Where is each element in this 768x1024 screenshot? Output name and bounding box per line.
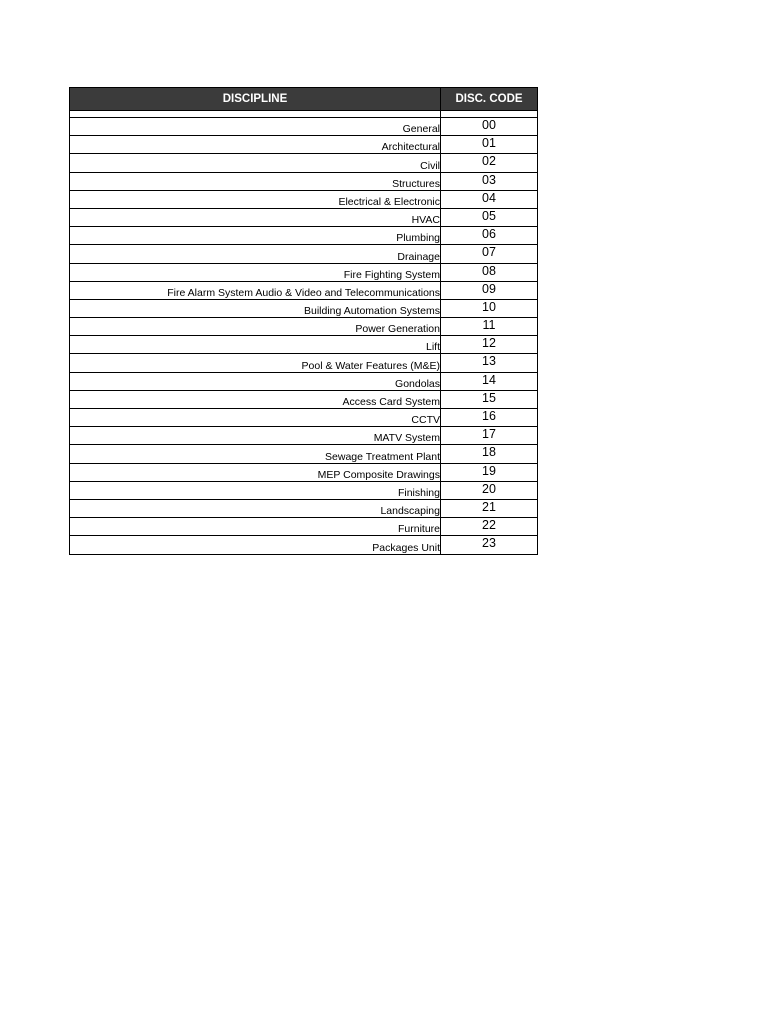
disc-code-cell: 13 (441, 354, 538, 372)
disc-code-cell: 03 (441, 172, 538, 190)
discipline-cell: Furniture (70, 518, 441, 536)
table-row (70, 518, 538, 536)
discipline-cell: Access Card System (70, 390, 441, 408)
spreadsheet-page (69, 87, 537, 555)
table-row (70, 481, 538, 499)
table-row (70, 227, 538, 245)
discipline-cell: Building Automation Systems (70, 299, 441, 317)
disc-code-cell: 22 (441, 518, 538, 536)
discipline-cell: Sewage Treatment Plant (70, 445, 441, 463)
table-row (70, 499, 538, 517)
discipline-cell: Fire Fighting System (70, 263, 441, 281)
disc-code-cell: 07 (441, 245, 538, 263)
discipline-cell: Landscaping (70, 499, 441, 517)
table-row (70, 536, 538, 554)
empty-cell (70, 111, 441, 118)
discipline-cell: MATV System (70, 427, 441, 445)
empty-row (70, 111, 538, 118)
header-row (70, 88, 538, 111)
table-row (70, 172, 538, 190)
table-row (70, 445, 538, 463)
disc-code-cell: 09 (441, 281, 538, 299)
discipline-cell: Drainage (70, 245, 441, 263)
discipline-cell: MEP Composite Drawings (70, 463, 441, 481)
discipline-code-table (69, 87, 538, 555)
disc-code-cell: 06 (441, 227, 538, 245)
table-row (70, 354, 538, 372)
discipline-cell: Structures (70, 172, 441, 190)
table-row (70, 463, 538, 481)
table-row (70, 190, 538, 208)
table-row (70, 390, 538, 408)
discipline-cell: Lift (70, 336, 441, 354)
discipline-cell: Pool & Water Features (M&E) (70, 354, 441, 372)
disc-code-cell: 14 (441, 372, 538, 390)
table-row (70, 372, 538, 390)
table-row (70, 409, 538, 427)
disc-code-cell: 17 (441, 427, 538, 445)
discipline-cell: Plumbing (70, 227, 441, 245)
discipline-cell: Civil (70, 154, 441, 172)
disc-code-cell: 00 (441, 118, 538, 136)
disc-code-cell: 05 (441, 208, 538, 226)
disc-code-cell: 16 (441, 409, 538, 427)
discipline-header: DISCIPLINE (70, 88, 441, 111)
discipline-cell: Finishing (70, 481, 441, 499)
table-row (70, 299, 538, 317)
table-row (70, 263, 538, 281)
table-row (70, 118, 538, 136)
table-row (70, 336, 538, 354)
empty-cell (441, 111, 538, 118)
disc-code-cell: 23 (441, 536, 538, 554)
table-row (70, 208, 538, 226)
disc-code-cell: 12 (441, 336, 538, 354)
discipline-cell: Architectural (70, 136, 441, 154)
disc-code-cell: 20 (441, 481, 538, 499)
table-row (70, 136, 538, 154)
table-row (70, 154, 538, 172)
discipline-cell: HVAC (70, 208, 441, 226)
table-body (70, 111, 538, 555)
disc-code-cell: 04 (441, 190, 538, 208)
discipline-cell: CCTV (70, 409, 441, 427)
discipline-cell: Gondolas (70, 372, 441, 390)
disc-code-header: DISC. CODE (441, 88, 538, 111)
disc-code-cell: 01 (441, 136, 538, 154)
table-row (70, 281, 538, 299)
disc-code-cell: 19 (441, 463, 538, 481)
discipline-cell: Power Generation (70, 318, 441, 336)
disc-code-cell: 21 (441, 499, 538, 517)
discipline-cell: Electrical & Electronic (70, 190, 441, 208)
discipline-cell: General (70, 118, 441, 136)
disc-code-cell: 10 (441, 299, 538, 317)
table-row (70, 427, 538, 445)
table-row (70, 318, 538, 336)
disc-code-cell: 08 (441, 263, 538, 281)
disc-code-cell: 02 (441, 154, 538, 172)
discipline-cell: Fire Alarm System Audio & Video and Telecommunications (70, 281, 441, 299)
disc-code-cell: 18 (441, 445, 538, 463)
disc-code-cell: 15 (441, 390, 538, 408)
table-row (70, 245, 538, 263)
disc-code-cell: 11 (441, 318, 538, 336)
discipline-cell: Packages Unit (70, 536, 441, 554)
